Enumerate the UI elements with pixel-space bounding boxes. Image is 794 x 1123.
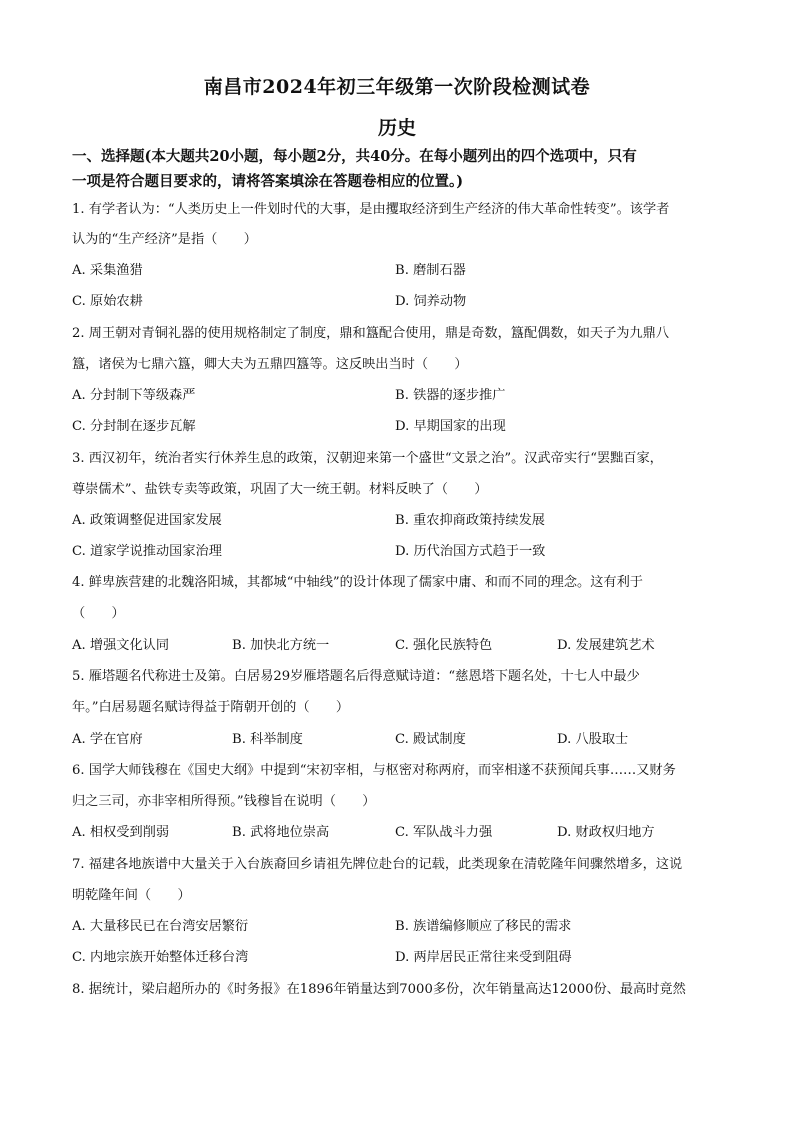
- question-7-stem-line1: 7. 福建各地族谱中大量关于入台族裔回乡请祖先牌位赴台的记载，此类现象在清乾隆年间骤然增多，这说: [72, 857, 683, 872]
- question-6-stem-line1: 6. 国学大师钱穆在《国史大纲》中提到“宋初宰相，与枢密对称两府，而宰相遂不获预闻兵事……又财务: [72, 763, 676, 778]
- question-2-option-a: A. 分封制下等级森严: [72, 388, 196, 403]
- question-5-option-b: B. 科举制度: [232, 732, 303, 747]
- question-3-option-a: A. 政策调整促进国家发展: [72, 513, 222, 528]
- question-7-stem-line2: 明乾隆年间（ ）: [72, 888, 191, 903]
- question-6-option-b: B. 武将地位崇高: [232, 825, 330, 840]
- question-2-option-b: B. 铁器的逐步推广: [395, 388, 506, 403]
- question-6-option-d: D. 财政权归地方: [557, 825, 655, 840]
- question-1-option-d: D. 饲养动物: [395, 294, 467, 309]
- question-3-option-d: D. 历代治国方式趋于一致: [395, 544, 546, 559]
- question-5-option-c: C. 殿试制度: [395, 732, 466, 747]
- question-3-option-c: C. 道家学说推动国家治理: [72, 544, 222, 559]
- question-7-option-c: C. 内地宗族开始整体迁移台湾: [72, 950, 249, 965]
- question-6-option-a: A. 相权受到削弱: [72, 825, 170, 840]
- question-5-option-a: A. 学在官府: [72, 732, 143, 747]
- question-1-stem-line1: 1. 有学者认为：“人类历史上一件划时代的大事，是由攫取经济到生产经济的伟大革命性转变”。该学者: [72, 202, 670, 217]
- question-3-option-b: B. 重农抑商政策持续发展: [395, 513, 545, 528]
- question-6-stem-line2: 归之三司，亦非宰相所得预。”钱穆旨在说明（ ）: [72, 794, 376, 809]
- question-2-option-d: D. 早期国家的出现: [395, 419, 506, 434]
- question-7-option-a: A. 大量移民已在台湾安居繁衍: [72, 919, 249, 934]
- question-2-option-c: C. 分封制在逐步瓦解: [72, 419, 196, 434]
- question-5-stem-line1: 5. 雁塔题名代称进士及第。白居易29岁雁塔题名后得意赋诗道：“慈恩塔下题名处，十七人中最少: [72, 669, 640, 684]
- question-8-stem-line1: 8. 据统计，梁启超所办的《时务报》在1896年销量达到7000多份，次年销量高达12000份、最高时竟然: [72, 982, 686, 997]
- question-4-stem-line1: 4. 鲜卑族营建的北魏洛阳城，其都城“中轴线”的设计体现了儒家中庸、和而不同的理念。这有利于: [72, 575, 643, 590]
- section-instruction-line1: 一、选择题(本大题共20小题，每小题2分，共40分。在每小题列出的四个选项中，只有: [72, 148, 637, 165]
- question-4-stem-line2: （ ）: [72, 606, 125, 621]
- exam-title: 南昌市2024年初三年级第一次阶段检测试卷: [203, 76, 591, 98]
- question-5-stem-line2: 年。”白居易题名赋诗得益于隋朝开创的（ ）: [72, 700, 350, 715]
- section-instruction-line2: 一项是符合题目要求的，请将答案填涂在答题卷相应的位置。): [72, 173, 464, 190]
- question-4-option-b: B. 加快北方统一: [232, 638, 330, 653]
- question-1-option-c: C. 原始农耕: [72, 294, 143, 309]
- question-2-stem-line2: 簋，诸侯为七鼎六簋，卿大夫为五鼎四簋等。这反映出当时（ ）: [72, 357, 468, 372]
- question-2-stem-line1: 2. 周王朝对青铜礼器的使用规格制定了制度，鼎和簋配合使用，鼎是奇数，簋配偶数，如天子为九鼎八: [72, 326, 670, 341]
- question-1-option-b: B. 磨制石器: [395, 263, 466, 278]
- subject-title: 历史: [377, 117, 416, 139]
- question-7-option-b: B. 族谱编修顺应了移民的需求: [395, 919, 572, 934]
- question-4-option-a: A. 增强文化认同: [72, 638, 170, 653]
- question-6-option-c: C. 军队战斗力强: [395, 825, 493, 840]
- question-4-option-c: C. 强化民族特色: [395, 638, 493, 653]
- question-1-stem-line2: 认为的“生产经济”是指（ ）: [72, 232, 257, 247]
- question-3-stem-line2: 尊崇儒术”、盐铁专卖等政策，巩固了大一统王朝。材料反映了（ ）: [72, 482, 488, 497]
- question-4-option-d: D. 发展建筑艺术: [557, 638, 655, 653]
- question-7-option-d: D. 两岸居民正常往来受到阻碍: [395, 950, 572, 965]
- question-5-option-d: D. 八股取士: [557, 732, 629, 747]
- question-3-stem-line1: 3. 西汉初年，统治者实行休养生息的政策，汉朝迎来第一个盛世“文景之治”。汉武帝实行“罢黜百家，: [72, 451, 663, 466]
- question-1-option-a: A. 采集渔猎: [72, 263, 143, 278]
